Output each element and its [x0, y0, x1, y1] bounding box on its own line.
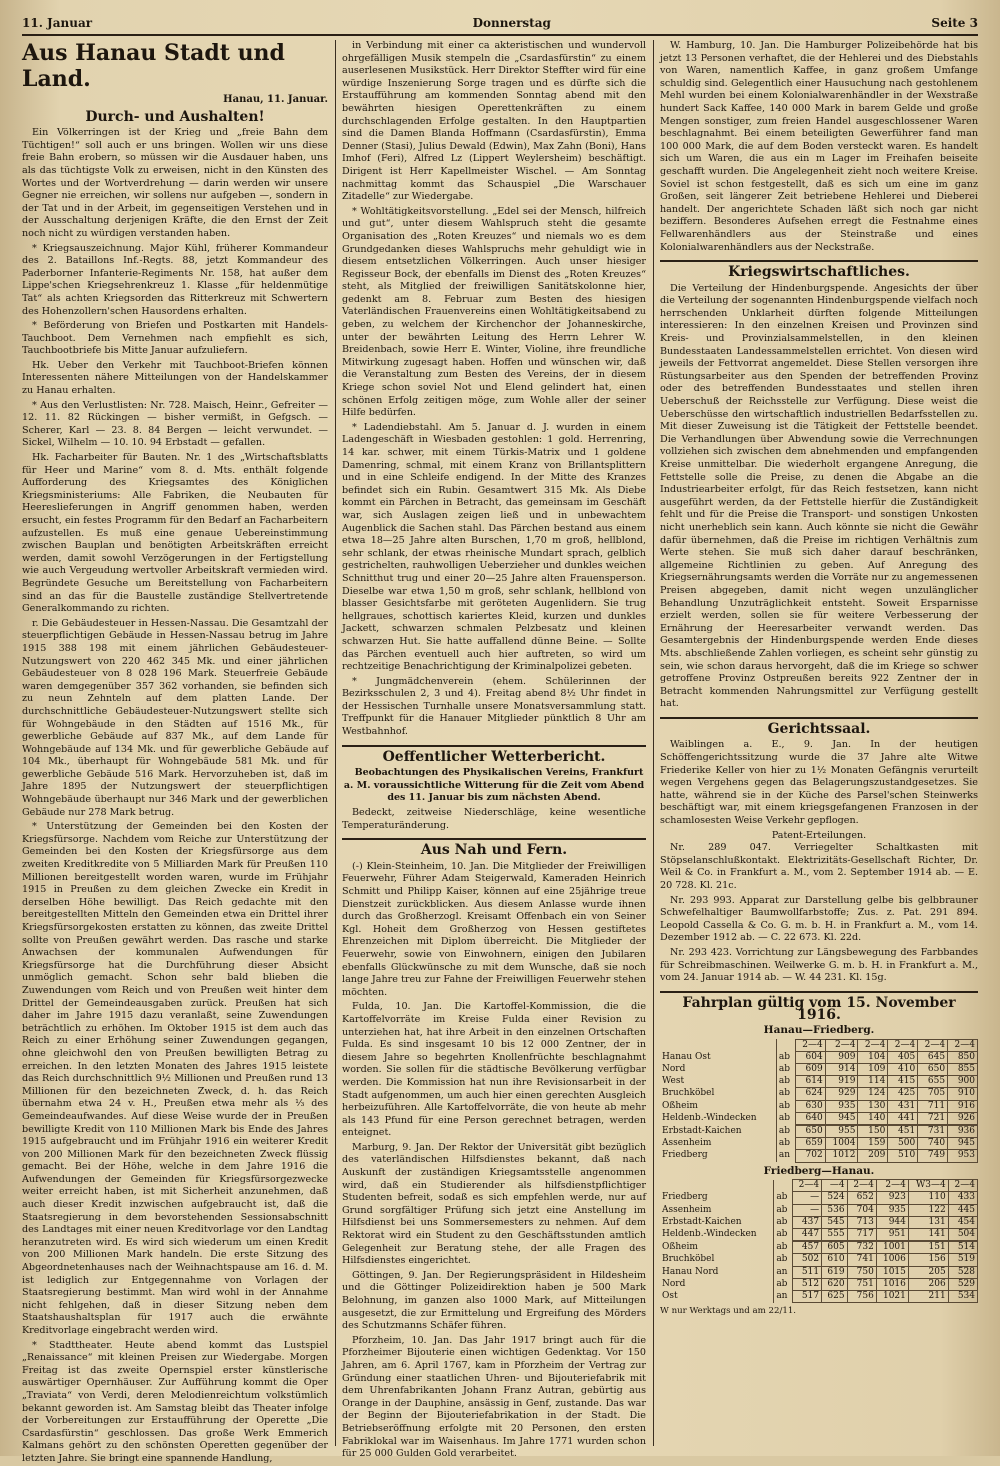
departure-time: 740 — [918, 1138, 948, 1150]
article-paragraph: Hk. Facharbeiter für Bauten. Nr. 1 des „Wirtschaftsblatts für Heer und Marine“ vom 8. d. Mts. enthält folgende Aufforderung des Kriegsamtes des Königlichen Kriegsministeriums: Alle Fabriken, die Neubauten für Heereslieferungen in Angriff genommen haben, werden ersucht, ein festes Programm für den Bedarf an Facharbeitern aufzustellen. Es muß eine genaue Uebereinstimmung zwischen Bauplan und benötigten Arbeitskräften erreicht werden, damit sowohl Verzögerungen in der Fertigstellung wie auch Vergeudung wertvoller Arbeitskraft vermieden wird. Begründete Gesuche um Bereitstellung von Facharbeitern sind an das für die Baustelle zuständige Stellvertretende Generalkommando zu richten. — [22, 452, 328, 615]
article-paragraph: Hk. Ueber den Verkehr mit Tauchboot-Briefen können Interessenten nähere Mitteilungen von der Handelskammer zu Hanau erhalten. — [22, 359, 328, 397]
departure-time: 749 — [918, 1150, 948, 1162]
timetable-hanau-friedberg — [660, 1039, 978, 1163]
header-weekday: Donnerstag — [472, 16, 551, 30]
timetable-header-row — [660, 1180, 978, 1192]
station-name: Friedberg — [660, 1150, 776, 1162]
departure-time: 919 — [825, 1076, 858, 1088]
departure-time: 909 — [825, 1051, 858, 1063]
departure-time: 124 — [858, 1088, 888, 1100]
timetable-row — [660, 1204, 978, 1216]
arrival-departure — [774, 1180, 793, 1192]
timetable-row — [660, 1192, 978, 1204]
departure-time: 945 — [948, 1138, 978, 1150]
departure-time: 914 — [825, 1063, 858, 1075]
departure-time: 433 — [948, 1192, 977, 1204]
departure-time: 500 — [888, 1138, 918, 1150]
article-paragraph: (-) Klein-Steinheim, 10. Jan. Die Mitglieder der Freiwilligen Feuerwehr, Führer Adam Steigerwald, Kameraden Heinrich Schmitt und Philipp Kaiser, können auf eine 25jährige treue Dienstzeit zurückblicken. Aus diesem Anlasse wurde ihnen durch das Großherzogl. Kreisamt Offenbach ein von Seiner Kgl. Hoheit dem Großherzog von Hessen gestiftetes Ehrenzeichen mit Diplom überreicht. Die Mitglieder der Feuerwehr, sowie von Einwohnern, einigen den Jubilaren ebenfalls Glückwünsche zu mit dem Wunsche, daß sie noch lange Jahre treu zur Fahne der Freiwilligen Feuerwehr stehen möchten. — [342, 860, 646, 998]
departure-time: 445 — [948, 1204, 977, 1216]
departure-time: 156 — [908, 1254, 948, 1266]
departure-time: 935 — [876, 1204, 908, 1216]
dateline: Hanau, 11. Januar. — [223, 94, 328, 105]
weather-report-intro: Beobachtungen des Physikalischen Vereins, Frankfurt a. M. voraussichtliche Witterung für die Zeit vom Abend des 11. Januar bis zum nächsten Abend. — [343, 767, 645, 804]
departure-time: 502 — [792, 1254, 821, 1266]
arrival-departure: ab — [774, 1228, 793, 1240]
timetable-row — [660, 1216, 978, 1228]
departure-time: 131 — [908, 1216, 948, 1228]
departure-time: 945 — [825, 1112, 858, 1124]
timetable-row — [660, 1228, 978, 1240]
column-rule — [653, 40, 654, 1446]
departure-time: 645 — [918, 1051, 948, 1063]
departure-time: 2—4 — [888, 1039, 918, 1051]
column-2 — [342, 40, 646, 1460]
timetable-row — [660, 1100, 978, 1112]
article-paragraph: Marburg, 9. Jan. Der Rektor der Universität gibt bezüglich des vaterländischen Hilfsdienstes bekannt, daß nach Auskunft der zuständigen Kriegsamtsstelle angenommen wird, daß ein Studierender als hilfsdienstpflichtiger Studenten befreit, sodaß es sich empfehlen werde, nur auf Grund sorgfältiger Prüfung sich jetzt eine Anstellung im Hilfsdienst bei uns Sommersemesters zu nehmen. Auf dem Rektorat wird ein Student zu den Geschäftsstunden amtlich Gelegenheit zur Beratung stehe, der alle Fragen des Hilfsdienstes eingerichtet. — [342, 1141, 646, 1267]
departure-time: 512 — [792, 1278, 821, 1290]
arrival-departure: ab — [776, 1112, 795, 1124]
patent-entry: Nr. 293 423. Vorrichtung zur Längsbewegung des Farbbandes für Schreibmaschinen. Weilwerke G. m. b. H. in Frankfurt a. M., vom 24. Januar 1914 ab. — W. 44 231. Kl. 15g. — [660, 946, 978, 984]
court-heading: Gerichtssaal. — [660, 717, 978, 736]
departure-time: 209 — [858, 1150, 888, 1162]
arrival-departure: ab — [774, 1204, 793, 1216]
article-paragraph: Ein Völkerringen ist der Krieg und „freie Bahn dem Tüchtigen!“ soll auch er uns bringen. Wollen wir uns diese freie Bahn erobern, so müssen wir die Ausdauer haben, uns als das tüchtigste Volk zu erweisen, nicht in den Künsten des Wortes und der Wortverdrehung — darin werden wir unsere Gegner nie erreichen, wir sollens nur aufgeben —, sondern in der Tat und in der Arbeit, im gegenseitigen Verstehen und in der Ausschaltung derjenigen Kräfte, die den Ernst der Zeit noch nicht zu würdigen verstanden haben. — [22, 127, 328, 239]
article-paragraph: * Stadttheater. Heute abend kommt das Lustspiel „Renaissance“ mit kleinen Preisen zur Wiedergabe. Morgen Freitag ist das zweite Opernspiel erster künstlerische auswärtiger Opernhäuser. Zur Aufführung kommt die Oper „Traviata“ von Verdi, deren Melodienreichtum volkstümlich bekannt geworden ist. Am Samstag bleibt das Theater infolge der Vorbereitungen zur Erstaufführung der Operette „Die Csardasfürstin“ geschlossen. Das große Werk Emmerich Kalmans gehört zu den schönsten Operetten gegenüber der letzten Jahre. Sie bringt eine spannende Handlung, — [22, 1339, 328, 1464]
timetable-header-row — [660, 1039, 978, 1051]
departure-time: —4 — [822, 1180, 847, 1192]
article-paragraph: * Aus den Verlustlisten: Nr. 728. Maisch, Heinr., Gefreiter — 12. 11. 82 Rückingen — bisher vermißt, in Gefgsch. — Scherer, Karl — 23. 8. 84 Bergen — leicht verwundet. — Sickel, Wilhelm — 10. 10. 94 Erbstadt — gefallen. — [22, 399, 328, 449]
arrival-departure: ab — [776, 1138, 795, 1150]
station-name: Ost — [660, 1290, 774, 1302]
departure-time: 122 — [908, 1204, 948, 1216]
departure-time: 451 — [888, 1125, 918, 1137]
patent-entry: Nr. 289 047. Verriegelter Schaltkasten mit Stöpselanschlußkontakt. Elektrizitäts-Gesellschaft Richter, Dr. Weil & Co. in Frankfurt a. M., vom 2. September 1914 ab. — E. 20 728. Kl. 21c. — [660, 842, 978, 891]
timetable-row — [660, 1266, 978, 1278]
departure-time: 511 — [792, 1266, 821, 1278]
departure-time: W3—4 — [908, 1180, 948, 1192]
departure-time: 517 — [792, 1290, 821, 1302]
timetable-row — [660, 1290, 978, 1302]
departure-time: 630 — [795, 1100, 825, 1112]
departure-time: 704 — [847, 1204, 876, 1216]
timetable-footnote: W nur Werktags und am 22/11. — [660, 1306, 797, 1317]
departure-time: 605 — [822, 1242, 847, 1254]
departure-time: 437 — [792, 1216, 821, 1228]
arrival-departure: ab — [776, 1088, 795, 1100]
timetable-route-title: Friedberg—Hanau. — [763, 1164, 875, 1177]
departure-time: 2—4 — [948, 1180, 977, 1192]
departure-time: — — [792, 1192, 821, 1204]
departure-time: 528 — [948, 1266, 977, 1278]
patents-heading: Patent-Erteilungen. — [771, 829, 867, 841]
column-3 — [660, 40, 978, 1446]
timetable-row — [660, 1254, 978, 1266]
departure-time: 910 — [948, 1088, 978, 1100]
station-name: Assenheim — [660, 1138, 776, 1150]
departure-time: 625 — [822, 1290, 847, 1302]
article-paragraph: Die Verteilung der Hindenburgspende. Angesichts der über die Verteilung der sogenannten Hindenburgspende vielfach noch herrschenden Unklarheit dürften folgende Mitteilungen interessieren: In den einzelnen Kreisen und Provinzen sind Kreis- und Provinzialsammelstellen, in den kleinen Bundesstaaten Landessammelstellen errichtet. Von diesen wird jeweils der Fettvorrat angemeldet. Diese Stellen versorgen ihre Rüstungsarbeiter aus den Spenden der betreffenden Provinz oder des betreffenden Bundesstaates und stellen ihren Ueberschuß der Reichsstelle zur Verfügung. Diese weist die Ueberschüsse den wirtschaftlich industriellen Bedarfsstellen zu. Mit dieser Zuweisung ist die Tätigkeit der Fettstelle beendet. Die Verhandlungen über Abwendung sowie die Verrechnungen vollziehen sich zwischen dem abnehmenden und empfangenden Kreise unmittelbar. Die wiederholt ergangene Anregung, die Fettstelle solle die Preise, zu denen die Abgabe an die Industriearbeiter erfolgt, für das Reich festsetzen, kann nicht ausgeführt werden, da der Fettstelle hierfür die Zuständigkeit fehlt und für die Preise die Transport- und sonstigen Unkosten nicht unerheblich sein kann. Auch könnte sie nicht die Gewähr dafür übernehmen, daß die Preise im richtigen Verhältnis zum Werte stehen. Sie muß sich daher darauf beschränken, allgemeine Richtlinien zu geben. Auf Anregung des Kriegsernährungsamts werden die Vorräte nur zu angemessenen Preisen abgegeben, damit nicht wegen unzulänglicher Behandlung Unzuträglichkeit entsteht. Soweit Ersparnisse erzielt werden, sollen sie für weitere Verbesserung der Ernährung der Heeresarbeiter verwandt werden. Das Gesamtergebnis der Hindenburgspende werden Ende dieses Mts. abschließende Zahlen vorliegen, es scheint sehr günstig zu sein, wie schon daraus hervorgeht, daß die im Kriege so schwer getroffene Provinz Ostpreußen bereits 922 Zentner der in Betracht kommenden Nahrungsmittel zur Verfügung gestellt hat. — [660, 282, 978, 710]
patent-entry: Nr. 293 993. Apparat zur Darstellung gelbe bis gelbbrauner Schwefelhaltiger Baumwollfarbstoffe; Zus. z. Pat. 291 894. Leopold Cassella & Co. G. m. b. H. in Frankfurt a. M., vom 14. Dezember 1912 ab. — C. 22 673. Kl. 22d. — [660, 894, 978, 944]
departure-time: 529 — [948, 1278, 977, 1290]
departure-time: 1012 — [825, 1150, 858, 1162]
article-paragraph: * Beförderung von Briefen und Postkarten mit Handels-Tauchboot. Dem Vernehmen nach empfiehlt es sich, Tauchbootbriefe bis Mitte Januar aufzuliefern. — [22, 320, 328, 357]
war-economy-heading: Kriegswirtschaftliches. — [660, 260, 978, 279]
departure-time: — — [792, 1204, 821, 1216]
departure-time: 650 — [795, 1125, 825, 1137]
departure-time: 1021 — [876, 1290, 908, 1302]
departure-time: 713 — [847, 1216, 876, 1228]
departure-time: 130 — [858, 1100, 888, 1112]
departure-time: 2—4 — [948, 1039, 978, 1051]
departure-time: 110 — [908, 1192, 948, 1204]
departure-time: 923 — [876, 1192, 908, 1204]
article-paragraph: * Kriegsauszeichnung. Major Kühl, früherer Kommandeur des 2. Bataillons Inf.-Regts. 88, jetzt Kommandeur des Paderborner Infanterie-Regiments Nr. 158, hat außer dem Lippe'schen Kriegsehrenkreuz 1. Klasse „für heldenmütige Tat“ als achten Kriegsorden das Ritterkreuz mit Schwertern des Hohenzollern'schen Hausordens erhalten. — [22, 242, 328, 317]
departure-time: 2—4 — [918, 1039, 948, 1051]
departure-time: 2—4 — [825, 1039, 858, 1051]
departure-time: 159 — [858, 1138, 888, 1150]
header-page-number: Seite 3 — [931, 16, 978, 30]
timetable-row — [660, 1112, 978, 1124]
departure-time: 536 — [822, 1204, 847, 1216]
departure-time: 916 — [948, 1100, 978, 1112]
departure-time: 2—4 — [792, 1180, 821, 1192]
article-paragraph: W. Hamburg, 10. Jan. Die Hamburger Polizeibehörde hat bis jetzt 13 Personen verhaftet, die der Hehlerei und des Diebstahls von Waren, namentlich Kaffee, in ganz großem Umfange schuldig sind. Gelegentlich einer Hausuchung nach gestohlenem Mehl wurden bei einem Kolonialwarenhändler in der Wexstraße hundert Sack Kaffee, 140 000 Mark in barem Gelde und große Mengen sonstiger, zum freien Handel ausgeschlossener Waren beschlagnahmt. Bei einem beteiligten Gewerführer fand man 100 000 Mark, die auf dem Boden versteckt waren. Es handelt sich um Waren, die aus ein m Lager im Freihafen beiseite geschafft wurden. Die Angelegenheit zieht noch weitere Kreise. Soviel ist schon festgestellt, daß es sich um eine im ganz Großen, seit längerer Zeit betriebene Hehlerei und Dieberei handelt. Der angerichtete Schaden läßt sich noch gar nicht beziffern. Besonderes Aufsehen erregt die Festnahme eines Fellwarenhändlers aus der Steinstraße und eines Kolonialwarenhändlers aus der Neckstraße. — [660, 40, 978, 253]
departure-time: 640 — [795, 1112, 825, 1124]
timetable-friedberg-hanau — [660, 1179, 978, 1303]
departure-time: 936 — [948, 1125, 978, 1137]
weather-report-text: Bedeckt, zeitweise Niederschläge, keine wesentliche Temperaturänderung. — [342, 807, 646, 831]
arrival-departure: an — [774, 1266, 793, 1278]
departure-time: 953 — [948, 1150, 978, 1162]
article-paragraph: Pforzheim, 10. Jan. Das Jahr 1917 bringt auch für die Pforzheimer Bijouterie einen wichtigen Gedenktag. Vor 150 Jahren, am 6. April 1767, kam in Pforzheim der Vertrag zur Gründung einer staatlichen Uhren- und Bijouteriefabrik mit dem Uhrenfabrikanten Johann Franz Autran, gebürtig aus Orange in der Dauphine, ansässig in Genf, zustande. Das war der Beginn der Bijouteriefabrikation in der Stadt. Die Betriebseröffnung erfolgte mit 20 Personen, den ersten Fabriklokal war im Waisenhaus. Im Jahre 1771 wurden schon für 25 000 Gulden Gold verarbeitet. — [342, 1334, 646, 1460]
station-name: Heldenb.-Windecken — [660, 1228, 774, 1240]
arrival-departure: ab — [774, 1278, 793, 1290]
departure-time: 454 — [948, 1216, 977, 1228]
departure-time: 2—4 — [876, 1180, 908, 1192]
departure-time: 1006 — [876, 1254, 908, 1266]
departure-time: 141 — [908, 1228, 948, 1240]
departure-time: 140 — [858, 1112, 888, 1124]
departure-time: 951 — [876, 1228, 908, 1240]
column-1 — [22, 40, 328, 1464]
departure-time: 211 — [908, 1290, 948, 1302]
departure-time: 1016 — [876, 1278, 908, 1290]
departure-time: 504 — [948, 1228, 977, 1240]
departure-time: 929 — [825, 1088, 858, 1100]
departure-time: 431 — [888, 1100, 918, 1112]
departure-time: 425 — [888, 1088, 918, 1100]
article-paragraph: * Wohltätigkeitsvorstellung. „Edel sei der Mensch, hilfreich und gut“, unter diesem Wahlspruch steht die gesamte Organisation des „Roten Kreuzes“ und niemals wo es dem Grundgedanken dieses Wahlspruchs mehr gehuldigt wie in diesem entsetzlichen Völkerringen. Auch unser hiesiger Regisseur Bock, der ebenfalls im Dienst des „Roten Kreuzes“ steht, als Mitglied der freiwilligen Sanitätskolonne hier, gedenkt am 8. Februar zum Besten des hiesigen Vaterländischen Frauenvereins einen Wohltätigkeitsabend zu geben, zu welchem der Kirchenchor der Johanneskirche, unter der bewährten Leitung des Herrn Lehrer W. Breidenbach, sowie Herr E. Winter, Violine, ihre freundliche Mitwirkung zugesagt haben. Hoffen und wünschen wir, daß die Veranstaltung zum Besten des Vereins, der in diesem Kriege schon soviel Not und Elend gelindert hat, einen schönen Erfolg zeitigen möge, zum Wohle aller der seiner Hilfe bedürfen. — [342, 205, 646, 419]
departure-time: 721 — [918, 1112, 948, 1124]
departure-time: 2—4 — [795, 1039, 825, 1051]
timetable-row — [660, 1063, 978, 1075]
departure-time: 1015 — [876, 1266, 908, 1278]
arrival-departure: ab — [774, 1216, 793, 1228]
near-far-heading: Aus Nah und Fern. — [342, 838, 646, 857]
timetable-row — [660, 1076, 978, 1088]
departure-time: 705 — [918, 1088, 948, 1100]
departure-time: 944 — [876, 1216, 908, 1228]
departure-time: 751 — [847, 1278, 876, 1290]
departure-time: 609 — [795, 1063, 825, 1075]
departure-time: 850 — [948, 1051, 978, 1063]
arrival-departure: ab — [776, 1076, 795, 1088]
departure-time: 1001 — [876, 1242, 908, 1254]
departure-time: 555 — [822, 1228, 847, 1240]
departure-time: 457 — [792, 1242, 821, 1254]
departure-time: 711 — [918, 1100, 948, 1112]
departure-time: 2—4 — [858, 1039, 888, 1051]
departure-time: 702 — [795, 1150, 825, 1162]
timetable-row — [660, 1242, 978, 1254]
timetable-row — [660, 1088, 978, 1100]
departure-time: 652 — [847, 1192, 876, 1204]
departure-time: 447 — [792, 1228, 821, 1240]
station-name: Hanau Ost — [660, 1051, 776, 1063]
article-paragraph: Fulda, 10. Jan. Die Kartoffel-Kommission, die die Kartoffelvorräte im Kreise Fulda einer Revision zu unterziehen hat, hat ihre Arbeit in den einzelnen Ortschaften Fulda. Es sind insgesamt 10 bis 12 000 Zentner, der in diesem Jahre so begehrten Knollenfrüchte beschlagnahmt worden. Sie sollen für die städtische Bevölkerung verfügbar werden. Die Kommission hat nun ihre Revisionsarbeit in der Stadt aufgenommen, um auch hier einen gerechten Ausgleich herbeizuführen. Alle Kartoffelvorräte, die von heute ab mehr als 143 Pfund für eine Person gerechnet betragen, werden enteignet. — [342, 1001, 646, 1139]
arrival-departure: ab — [776, 1051, 795, 1063]
station-name: Bruchköbel — [660, 1088, 776, 1100]
departure-time: 205 — [908, 1266, 948, 1278]
departure-time: 900 — [948, 1076, 978, 1088]
station-name — [660, 1039, 776, 1051]
station-name — [660, 1180, 774, 1192]
departure-time: 659 — [795, 1138, 825, 1150]
departure-time: 510 — [888, 1150, 918, 1162]
article-paragraph: r. Die Gebäudesteuer in Hessen-Nassau. Die Gesamtzahl der steuerpflichtigen Gebäude in Hessen-Nassau betrug im Jahre 1915 388 198 mit einem jährlichen Gebäudesteuer-Nutzungswert von 220 462 345 Mk. und einer jährlichen Gebäudesteuer von 8 028 196 Mark. Steuerfreie Gebäude waren demgegenüber 357 362 vorhanden, sie befinden sich zu neun Zehnteln auf dem platten Lande. Der durchschnittliche Gebäudesteuer-Nutzungswert stellte sich für Wohngebäude in den Städten auf 1516 Mk., für gewerbliche Gebäude auf 837 Mk., auf dem Lande für Wohngebäude auf 134 Mk. und für gewerbliche Gebäude auf 104 Mk., überhaupt für Wohngebäude 581 Mk. und für gewerbliche Gebäude 516 Mark. Hervorzuheben ist, daß im Jahre 1895 der Nutzungswert der steuerpflichtigen Wohngebäude überhaupt nur 346 Mark und der gewerblichen Gebäude nur 278 Mark betrug. — [22, 617, 328, 818]
departure-time: 415 — [888, 1076, 918, 1088]
article-paragraph: Göttingen, 9. Jan. Der Regierungspräsident in Hildesheim und die Göttinger Polizeidirektion haben je 500 Mark Belohnung, im ganzen also 1000 Mark, auf Mitteilungen ausgesetzt, die zur Ermittelung und Ergreifung des Mörders des Schutzmanns Schäfer führen. — [342, 1269, 646, 1332]
station-name: Hanau Nord — [660, 1266, 774, 1278]
departure-time: 655 — [918, 1076, 948, 1088]
departure-time: 441 — [888, 1112, 918, 1124]
arrival-departure: ab — [776, 1100, 795, 1112]
timetable-row — [660, 1051, 978, 1063]
departure-time: 109 — [858, 1063, 888, 1075]
station-name: West — [660, 1076, 776, 1088]
departure-time: 731 — [918, 1125, 948, 1137]
timetable-title: Fahrplan gültig vom 15. November 1916. — [660, 991, 978, 1022]
station-name: Erbstadt-Kaichen — [660, 1125, 776, 1137]
departure-time: 405 — [888, 1051, 918, 1063]
departure-time: 750 — [847, 1266, 876, 1278]
page-header — [22, 12, 978, 36]
timetable-row — [660, 1125, 978, 1137]
departure-time: 717 — [847, 1228, 876, 1240]
station-name: Friedberg — [660, 1192, 774, 1204]
departure-time: 610 — [822, 1254, 847, 1266]
arrival-departure: an — [776, 1150, 795, 1162]
departure-time: 620 — [822, 1278, 847, 1290]
departure-time: 650 — [918, 1063, 948, 1075]
section-title-local: Aus Hanau Stadt und Land. — [22, 40, 285, 92]
departure-time: 955 — [825, 1125, 858, 1137]
article-paragraph: * Unterstützung der Gemeinden bei den Kosten der Kriegsfürsorge. Nachdem vom Reiche zur Unterstützung der Gemeinden bei den Kosten der Kriegsfürsorge aus dem zweiten Kreditkredite von 5 Milliarden Mark für Preußen 110 Millionen bereitgestellt worden waren, wurde im Frühjahr 1915 in Preußen zu dem gleichen Zwecke ein Kredit in derselben Höhe bewilligt. Das Reich gedachte mit den bereitgestellten Mitteln den Gemeinden etwa ein Drittel ihrer Kriegsfürsorgekosten erstatten zu können, das zweite Drittel sollte von Preußen gewährt werden. Das rasche und starke Anwachsen der kommunalen Aufwendungen für Kriegsfürsorge hat die Durchführung dieser Absicht unmöglich gemacht. Schon sehr bald blieben die Zuwendungen vom Reich und von Preußen weit hinter dem Drittel der Gemeindeausgaben zurück. Preußen hat sich daher im Jahre 1915 dazu veranlaßt, seine Zuwendungen beträchtlich zu erhöhen. Im Oktober 1915 ist dem auch das Reich zu einer Erhöhung seiner Zuwendungen gegangen, ohne gleichwohl den von Preußen bewilligten Betrag zu erreichen. In den letzten Monaten des Jahres 1915 leistete das Reich durchschnittlich 9½ Millionen und Preußen rund 13 Millionen für den bezeichneten Zweck, d. h. das Reich übernahm etwa 24 v. H., Preußen etwa mehr als ⅓ des Gemeindeaufwandes. Auf diese Weise wurde der in Preußen bewilligte Kredit von 110 Millionen Mark bis Ende des Jahres 1915 aufgebraucht und im Frühjahr 1916 ein weiterer Kredit von 200 Millionen Mark für den bezeichneten Zweck flüssig gemacht. Bei der Höhe, welche in dem Jahre 1916 die Aufwendungen der Gemeinden für Kriegsfürsorgezwecke weiter erreicht haben, ist mit Sicherheit anzunehmen, daß auch dieser Kredit inzwischen aufgebraucht ist, daß die Staatsregierung in dem bevorstehenden Sessionsabschnitt des Landtages mit einer neuen Kreditvorlage vor den Landtag heranzutreten wird. Es wird sich wiederum um einen Kredit von 200 Millionen Mark handeln. Die erste Sitzung des Abgeordnetenhauses nach der Weihnachtspause am 16. d. M. ist lediglich zur Entgegennahme von Vorlagen der Staatsregierung bestimmt. Man wird wohl in der Annahme nicht fehlgehen, daß in dieser Sitzung neben dem Staatshaushaltsplan für 1917 auch die erwähnte Kreditvorlage eingebracht werden wird. — [22, 821, 328, 1336]
departure-time: 150 — [858, 1125, 888, 1137]
station-name: Heldenb.-Windecken — [660, 1112, 776, 1124]
departure-time: 410 — [888, 1063, 918, 1075]
departure-time: 855 — [948, 1063, 978, 1075]
departure-time: 926 — [948, 1112, 978, 1124]
timetable-row — [660, 1138, 978, 1150]
station-name: Oßheim — [660, 1100, 776, 1112]
departure-time: 514 — [948, 1242, 977, 1254]
arrival-departure: ab — [774, 1242, 793, 1254]
arrival-departure: ab — [774, 1254, 793, 1266]
departure-time: 206 — [908, 1278, 948, 1290]
station-name: Bruchköbel — [660, 1254, 774, 1266]
departure-time: 935 — [825, 1100, 858, 1112]
timetable-row — [660, 1278, 978, 1290]
header-date: 11. Januar — [22, 16, 93, 30]
departure-time: 534 — [948, 1290, 977, 1302]
departure-time: 741 — [847, 1254, 876, 1266]
station-name: Assenheim — [660, 1204, 774, 1216]
departure-time: 604 — [795, 1051, 825, 1063]
departure-time: 151 — [908, 1242, 948, 1254]
departure-time: 619 — [822, 1266, 847, 1278]
arrival-departure: ab — [774, 1192, 793, 1204]
departure-time: 732 — [847, 1242, 876, 1254]
weather-report-heading: Oeffentlicher Wetterbericht. — [342, 745, 646, 764]
station-name: Nord — [660, 1063, 776, 1075]
timetable-route-title: Hanau—Friedberg. — [763, 1023, 875, 1036]
departure-time: 756 — [847, 1290, 876, 1302]
column-rule — [335, 40, 336, 1446]
departure-time: 519 — [948, 1254, 977, 1266]
arrival-departure: ab — [776, 1063, 795, 1075]
article-paragraph: in Verbindung mit einer ca akteristischen und wundervoll ohrgefälligen Musik stempeln die „Csardasfürstin“ zu einem auserlesenen Musikstück. Herr Direktor Steffter wird für eine würdige Inszenierung Sorge tragen und es dürfte sich die Erstaufführung am kommenden Sonntag abend mit den bewährten hiesigen Operettenkräften zu einem durchschlagenden Erfolge gestalten. In den Hauptpartien sind die Damen Blanda Hoffmann (Csardasfürstin), Emma Denner (Stasi), Julius Dewald (Edwin), Max Zahn (Boni), Hans Imhof (Feri), Alfred Lz (Lippert Weylersheim) beschäftigt. Dirigent ist Herr Kapellmeister Wischel. — Am Sonntag nachmittag kommt das Schauspiel „Die Warschauer Zitadelle“ zur Wiedergabe. — [342, 40, 646, 203]
arrival-departure: an — [774, 1290, 793, 1302]
timetable-row — [660, 1150, 978, 1162]
departure-time: 624 — [795, 1088, 825, 1100]
arrival-departure — [776, 1039, 795, 1051]
arrival-departure: ab — [776, 1125, 795, 1137]
departure-time: 545 — [822, 1216, 847, 1228]
article-paragraph: * Ladendiebstahl. Am 5. Januar d. J. wurden in einem Ladengeschäft in Wiesbaden gestohlen: 1 gold. Herrenring, 14 kar. schwer, mit einem Türkis-Matrix und 1 goldene Damenring, schmal, mit einem Kranz von Brillantsplittern und in eine Schleife endigend. In der Mitte des Kranzes befindet sich ein Rubin. Gesamtwert 315 Mk. Als Diebe kommt ein Pärchen in Betracht, das gemeinsam im Geschäft war, sich Auslagen zeigen ließ und in unbewachtem Augenblick die Sachen stahl. Das Pärchen bestand aus einem etwa 18—25 Jahre alten Burschen, 1,70 m groß, hellblond, sehr schlank, der etwas rheinische Mundart sprach, gelblich gestrichelten, rauhwolligen Ueberzieher und dunkles weichen Schnitthut trug und einer 20—25 Jahre alten Frauensperson. Dieselbe war etwa 1,50 m groß, sehr schlank, hellblond von blasser Gesichtsfarbe mit geröteten Augenlidern. Sie trug hellgraues, schottisch kariertes Kleid, kurzen und dunkles Jackett, schwarzen schmalen Pelzbesatz und kleinen schwarzen Hut. Sie hatte auffallend dünne Beine. — Sollte das Pärchen eventuell auch hier auftreten, so wird um rechtzeitige Benachrichtigung der Kriminalpolizei gebeten. — [342, 421, 646, 673]
departure-time: 614 — [795, 1076, 825, 1088]
article-paragraph: * Jungmädchenverein (ehem. Schülerinnen der Bezirksschulen 2, 3 und 4). Freitag abend 8½ Uhr findet in der Hessischen Turnhalle unsere Monatsversammlung statt. Treffpunkt für die Hanauer Mitglieder pünktlich 8 Uhr am Westbahnhof. — [342, 675, 646, 738]
article-headline: Durch- und Aushalten! — [85, 108, 265, 125]
departure-time: 1004 — [825, 1138, 858, 1150]
station-name: Nord — [660, 1278, 774, 1290]
departure-time: 114 — [858, 1076, 888, 1088]
departure-time: 524 — [822, 1192, 847, 1204]
station-name: Erbstadt-Kaichen — [660, 1216, 774, 1228]
article-paragraph: Waiblingen a. E., 9. Jan. In der heutigen Schöffengerichtssitzung wurde die 37 Jahre alte Witwe Friederike Keller von hier zu 1½ Monaten Gefängnis verurteilt wegen Vergehens gegen das Belagerungszustandgesetzes. Sie hatte, während sie in der Küche des Parsel'schen Steinwerks beschäftigt war, mit einem kriegsgefangenen Franzosen in der schamlosesten Weise Verkehr gepflogen. — [660, 739, 978, 827]
station-name: Oßheim — [660, 1242, 774, 1254]
departure-time: 2—4 — [847, 1180, 876, 1192]
departure-time: 104 — [858, 1051, 888, 1063]
